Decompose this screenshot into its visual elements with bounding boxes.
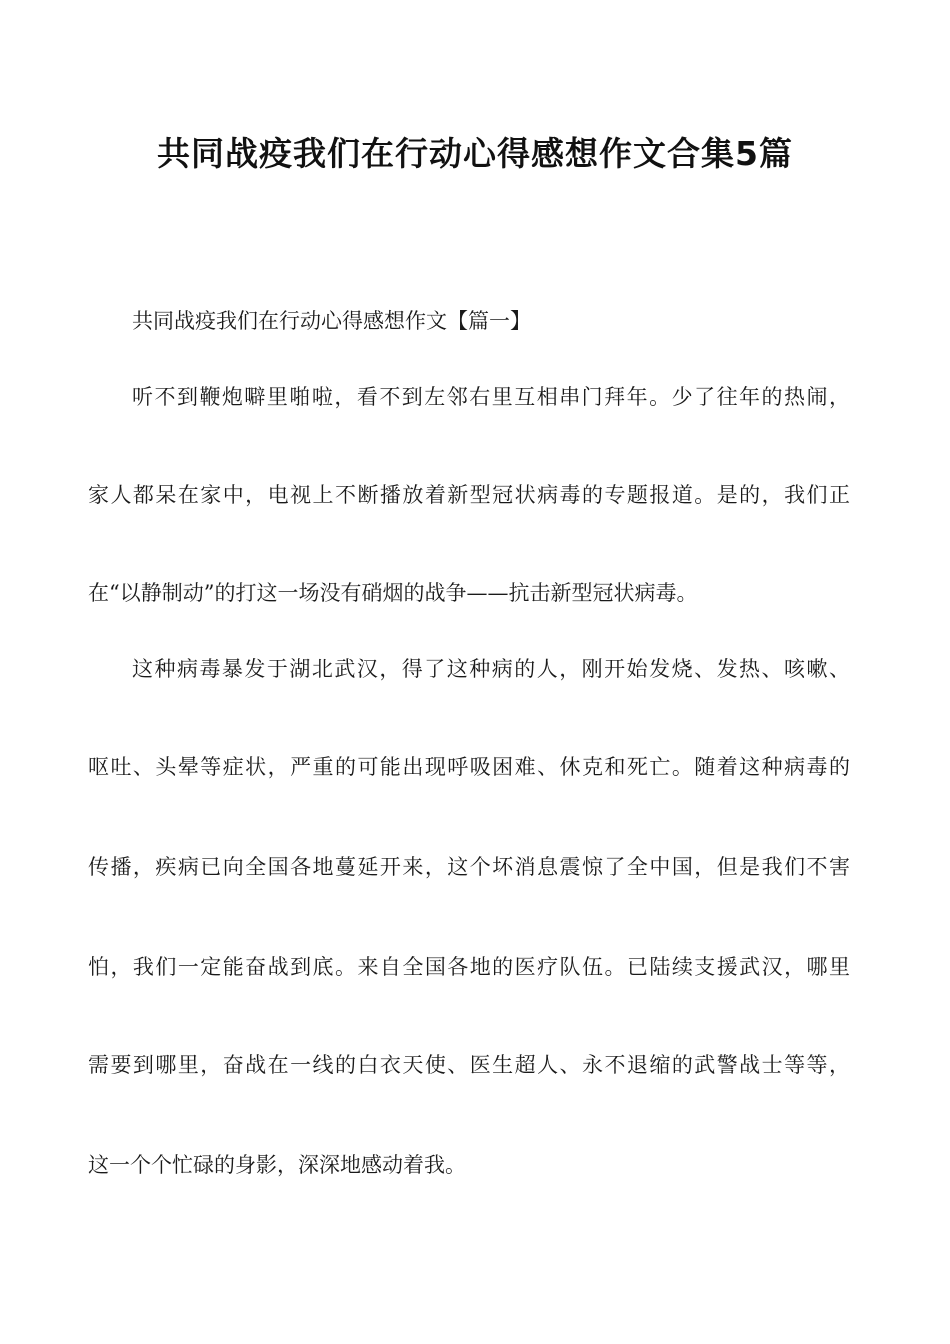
paragraph-line: 听不到鞭炮噼里啪啦，看不到左邻右里互相串门拜年。少了往年的热闹， (132, 385, 850, 409)
paragraph-line: 在“以静制动”的打这一场没有硝烟的战争——抗击新型冠状病毒。 (88, 581, 698, 605)
paragraph-line: 怕，我们一定能奋战到底。来自全国各地的医疗队伍。已陆续支援武汉，哪里 (88, 955, 850, 979)
paragraph-line: 家人都呆在家中，电视上不断播放着新型冠状病毒的专题报道。是的，我们正 (88, 483, 850, 507)
paragraph-line: 传播，疾病已向全国各地蔓延开来，这个坏消息震惊了全中国，但是我们不害 (88, 855, 850, 879)
paragraph-line: 需要到哪里，奋战在一线的白衣天使、医生超人、永不退缩的武警战士等等， (88, 1053, 850, 1077)
paragraph-line: 呕吐、头晕等症状，严重的可能出现呼吸困难、休克和死亡。随着这种病毒的 (88, 755, 850, 779)
paragraph-line: 这种病毒暴发于湖北武汉，得了这种病的人，刚开始发烧、发热、咳嗽、 (132, 657, 850, 681)
section-heading: 共同战疫我们在行动心得感想作文【篇一】 (132, 309, 531, 333)
paragraph-line: 这一个个忙碌的身影，深深地感动着我。 (88, 1153, 466, 1177)
document-title: 共同战疫我们在行动心得感想作文合集5篇 (157, 134, 793, 173)
